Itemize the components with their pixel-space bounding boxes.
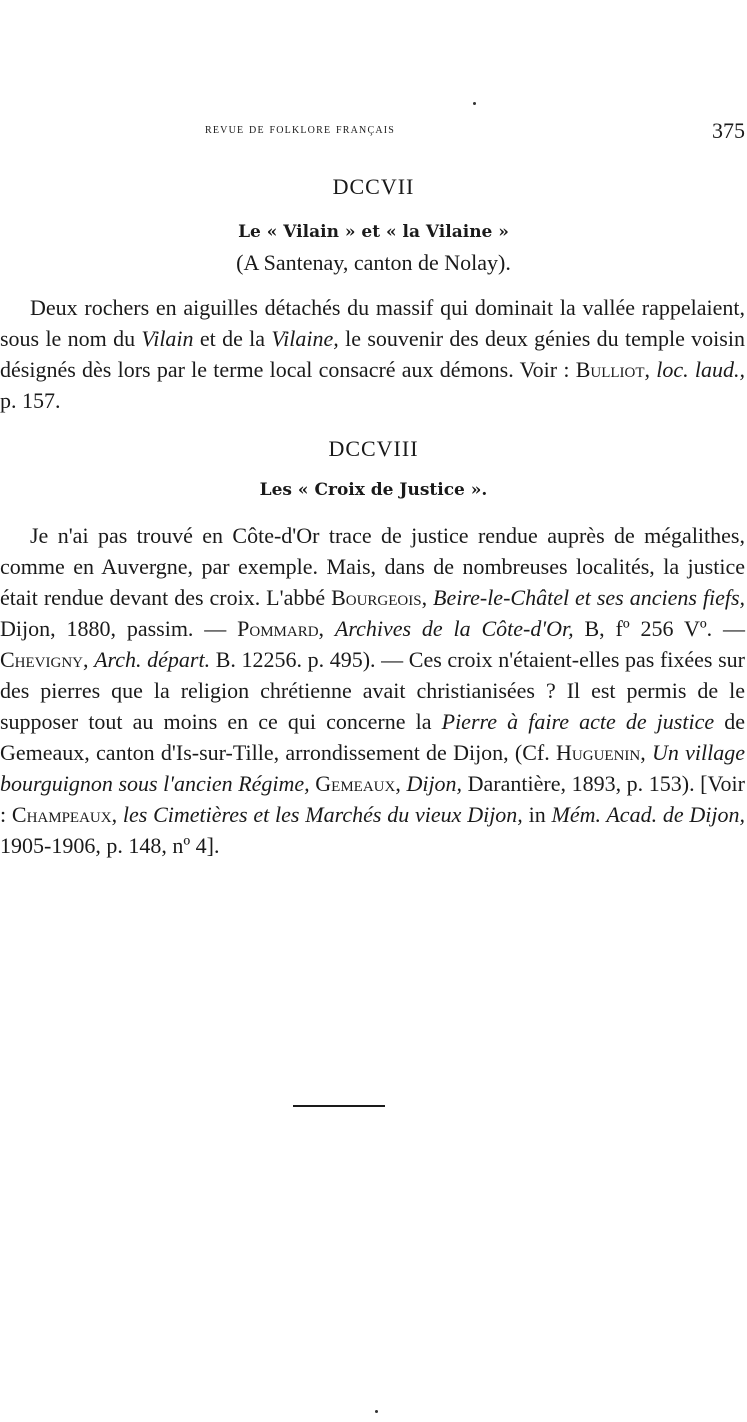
end-rule [293,1105,385,1107]
section-title-dccvii: Le « Vilain » et « la Vilaine » [238,222,509,242]
running-title: revue de folklore français [205,122,396,137]
section-heading-dccviii: DCCVIII [328,436,419,461]
section-title-dccviii: Les « Croix de Justice ». [259,480,488,500]
paragraph-dccviii: Je n'ai pas trouvé en Côte-d'Or trace de justice rendue auprès de mégalithes, comme en Auvergne, par exemple. Mais, dans de nombreuses localités, la justice était rendue devant des croix. L'abbé Bourgeois, Beire-le-Châtel et ses anciens fiefs, Dijon, 1880, passim. — Pommard, Archives de la Côte-d'Or, B, fº 256 Vº. — Chevigny, Arch. départ. B. 12256. p. 495). — Ces croix n'étaient-elles pas fixées sur des pierres que la religion chrétienne avait christianisées ? Il est permis de le supposer tout au moins en ce qui concerne la Pierre à faire acte de justice de Gemeaux, canton d'Is-sur-Tille, arrondissement de Dijon, (Cf. Huguenin, Un village bourguignon sous l'ancien Régime, Gemeaux, Dijon, Darantière, 1893, p. 153). [Voir : Champeaux, les Cimetières et les Marchés du vieux Dijon, in Mém. Acad. de Dijon, 1905-1906, p. 148, nº 4]. [0,523,746,858]
section-subtitle-dccvii: (A Santenay, canton de Nolay). [236,250,511,275]
page-number: 375 [712,118,745,143]
print-speck [473,102,476,105]
print-speck [375,1410,378,1413]
paragraph-dccvii: Deux rochers en aiguilles détachés du massif qui dominait la vallée rappelaient, sous le nom du Vilain et de la Vilaine, le souvenir des deux génies du temple voisin désignés dès lors par le terme local consacré aux démons. Voir : Bulliot, loc. laud., p. 157. [0,295,745,413]
section-heading-dccvii: DCCVII [332,174,415,199]
page-header [0,118,747,148]
